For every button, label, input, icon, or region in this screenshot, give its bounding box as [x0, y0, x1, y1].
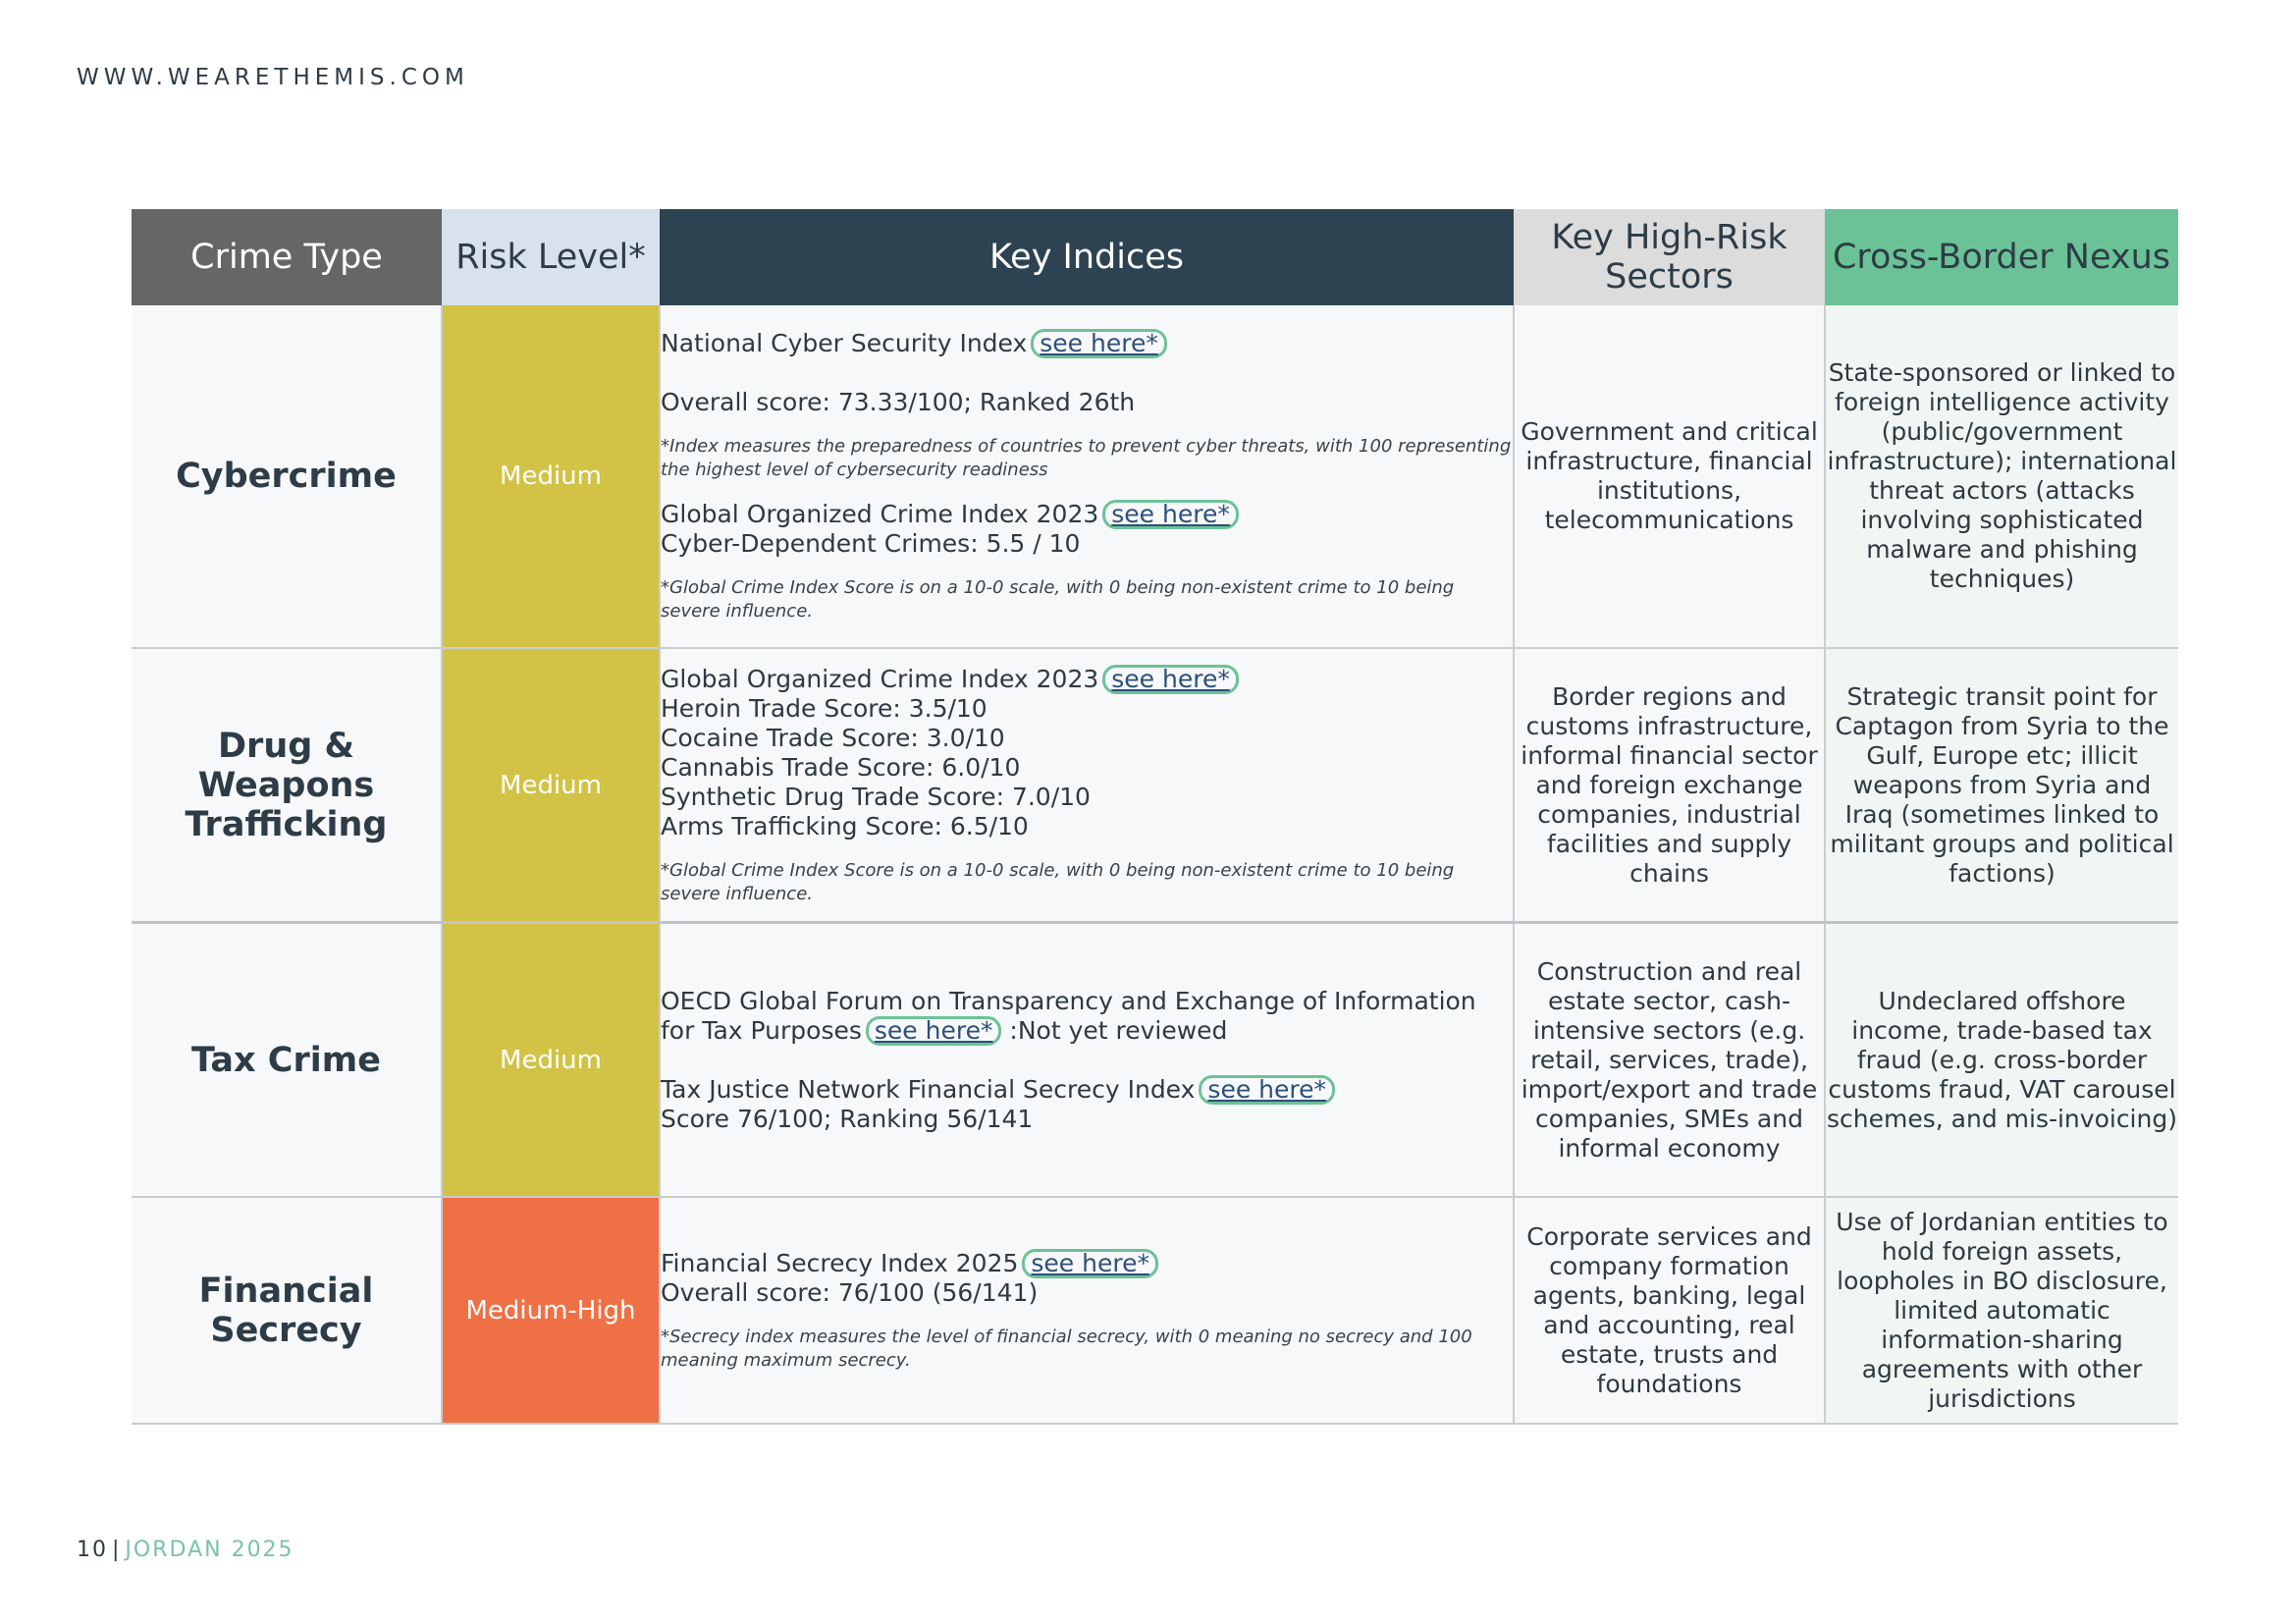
- index-note: *Global Crime Index Score is on a 10-0 scale, with 0 being non-existent crime to 10 being severe influence.: [661, 577, 1455, 622]
- key-indices-cell: [660, 923, 1514, 1198]
- index-line: Cyber-Dependent Crimes: 5.5 / 10: [661, 529, 1081, 558]
- risk-level-cell: Medium: [442, 648, 660, 923]
- index-line: Arms Trafficking Score: 6.5/10: [661, 811, 1029, 840]
- page-footer: [77, 1538, 294, 1562]
- header-risk-level: Risk Level*: [442, 209, 660, 305]
- sectors-cell: Construction and real estate sector, cash-intensive sectors (e.g. retail, services, trade), import/export and trade companies, SMEs and informal economy: [1514, 923, 1825, 1198]
- risk-level-cell: Medium-High: [442, 1197, 660, 1424]
- table-row: [132, 648, 2178, 923]
- cross-border-cell: Undeclared offshore income, trade-based tax fraud (e.g. cross-border customs fraud, VAT carousel schemes, and mis-invoicing): [1825, 923, 2178, 1198]
- crime-type-cell: Financial Secrecy: [132, 1197, 442, 1424]
- index-line: Overall score: 73.33/100; Ranked 26th: [661, 388, 1136, 416]
- index-line: Global Organized Crime Index 2023 see here*: [661, 665, 1513, 694]
- header-cross-border: Cross-Border Nexus: [1825, 209, 2178, 305]
- index-note: *Global Crime Index Score is on a 10-0 scale, with 0 being non-existent crime to 10 being severe influence.: [661, 859, 1455, 904]
- header-key-sectors: Key High-Risk Sectors: [1514, 209, 1825, 305]
- index-note: *Secrecy index measures the level of financial secrecy, with 0 meaning no secrecy and 100 meaning maximum secrecy.: [661, 1326, 1472, 1371]
- index-line: Overall score: 76/100 (56/141): [661, 1277, 1039, 1307]
- index-line: Financial Secrecy Index 2025 see here*: [661, 1249, 1513, 1278]
- cross-border-cell: Strategic transit point for Captagon from Syria to the Gulf, Europe etc; illicit weapons from Syria and Iraq (sometimes linked to militant groups and political factions): [1825, 648, 2178, 923]
- key-indices-cell: [660, 1197, 1514, 1424]
- header-key-indices: Key Indices: [660, 209, 1514, 305]
- sectors-cell: Government and critical infrastructure, financial institutions, telecommunications: [1514, 305, 1825, 648]
- index-note: *Index measures the preparedness of countries to prevent cyber threats, with 100 representing the highest level of cybersecurity readiness: [661, 436, 1512, 480]
- see-here-link[interactable]: see here*: [1031, 329, 1167, 358]
- report-name: JORDAN 2025: [125, 1538, 294, 1562]
- cross-border-cell: State-sponsored or linked to foreign intelligence activity (public/government infrastructure); international threat actors (attacks involving sophisticated malware and phishing techniques): [1825, 305, 2178, 648]
- see-here-link[interactable]: see here*: [1102, 665, 1239, 694]
- header-crime-type: Crime Type: [132, 209, 442, 305]
- risk-level-cell: Medium: [442, 305, 660, 648]
- see-here-link[interactable]: see here*: [1022, 1249, 1158, 1278]
- index-line: Tax Justice Network Financial Secrecy Index see here*: [661, 1075, 1513, 1105]
- index-line: Cocaine Trade Score: 3.0/10: [661, 723, 1005, 752]
- table-row: [132, 305, 2178, 648]
- crime-risk-table: [132, 209, 2178, 1425]
- see-here-link[interactable]: see here*: [1199, 1075, 1335, 1105]
- page-number: 10: [77, 1538, 108, 1562]
- sectors-cell: Border regions and customs infrastructure, informal financial sector and foreign exchange companies, industrial facilities and supply chains: [1514, 648, 1825, 923]
- sectors-cell: Corporate services and company formation agents, banking, legal and accounting, real estate, trusts and foundations: [1514, 1197, 1825, 1424]
- index-line: National Cyber Security Index see here*: [661, 329, 1513, 358]
- crime-type-cell: Tax Crime: [132, 923, 442, 1198]
- table-header-row: [132, 209, 2178, 305]
- index-line: OECD Global Forum on Transparency and Exchange of Information: [661, 986, 1476, 1015]
- index-line: Synthetic Drug Trade Score: 7.0/10: [661, 782, 1091, 811]
- index-line: Score 76/100; Ranking 56/141: [661, 1104, 1034, 1133]
- crime-type-cell: Drug & Weapons Trafficking: [132, 648, 442, 923]
- index-line: for Tax Purposes see here* :Not yet reviewed: [661, 1015, 1228, 1045]
- index-line: Heroin Trade Score: 3.5/10: [661, 693, 988, 723]
- index-line: Cannabis Trade Score: 6.0/10: [661, 752, 1021, 782]
- table-row: [132, 923, 2178, 1198]
- key-indices-cell: [660, 648, 1514, 923]
- site-url[interactable]: WWW.WEARETHEMIS.COM: [77, 65, 469, 90]
- table-row: [132, 1197, 2178, 1424]
- risk-level-cell: Medium: [442, 923, 660, 1198]
- key-indices-cell: [660, 305, 1514, 648]
- crime-type-cell: Cybercrime: [132, 305, 442, 648]
- cross-border-cell: Use of Jordanian entities to hold foreign assets, loopholes in BO disclosure, limited automatic information-sharing agreements with other jurisdictions: [1825, 1197, 2178, 1424]
- see-here-link[interactable]: see here*: [1102, 500, 1239, 529]
- see-here-link[interactable]: see here*: [866, 1016, 1002, 1046]
- index-line: Global Organized Crime Index 2023 see here*: [661, 500, 1513, 529]
- footer-separator: |: [112, 1538, 122, 1562]
